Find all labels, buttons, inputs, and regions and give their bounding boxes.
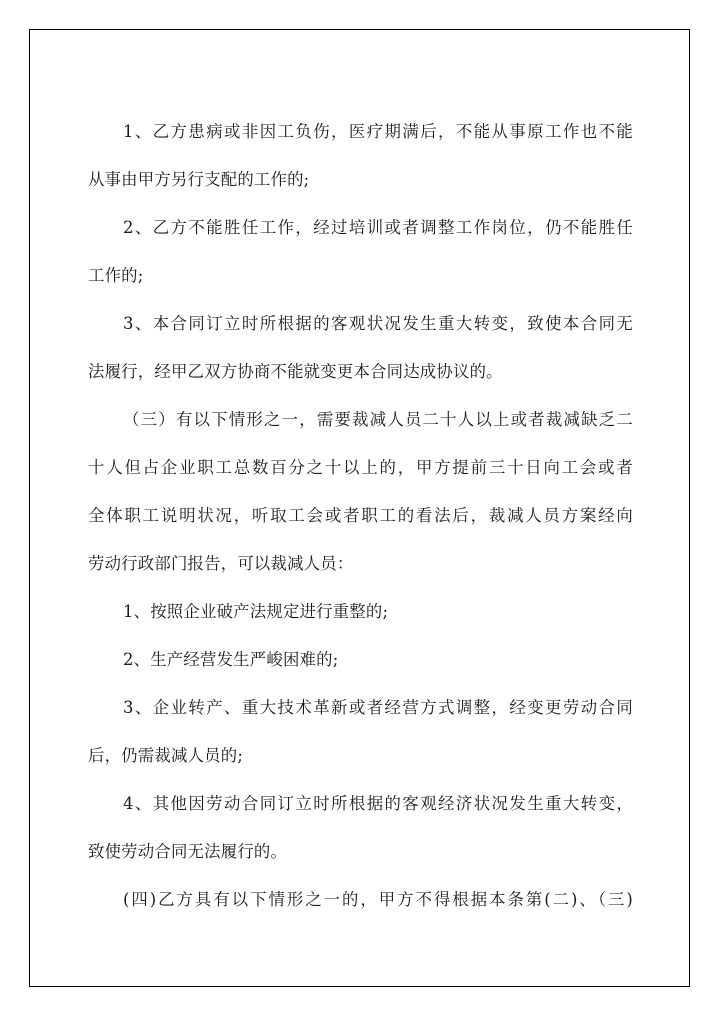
document-page bbox=[29, 29, 690, 987]
paragraph-line: 3、企业转产、重大技术革新或者经营方式调整，经变更劳动合同 bbox=[123, 698, 633, 717]
paragraph-line: 法履行，经甲乙双方协商不能就变更本合同达成协议的。 bbox=[88, 362, 503, 381]
paragraph-line: 2、乙方不能胜任工作，经过培训或者调整工作岗位，仍不能胜任 bbox=[123, 218, 633, 237]
paragraph-line: 4、其他因劳动合同订立时所根据的客观经济状况发生重大转变， bbox=[123, 794, 633, 813]
paragraph-line: 1、按照企业破产法规定进行重整的; bbox=[123, 602, 389, 621]
paragraph-line: (四)乙方具有以下情形之一的，甲方不得根据本条第(二)、（三) bbox=[123, 890, 633, 909]
paragraph-line: 3、本合同订立时所根据的客观状况发生重大转变，致使本合同无 bbox=[123, 314, 633, 333]
paragraph-line: 后，仍需裁减人员的; bbox=[88, 746, 244, 765]
paragraph-line: 从事由甲方另行支配的工作的; bbox=[88, 170, 310, 189]
paragraph-line: 劳动行政部门报告，可以裁减人员： bbox=[88, 554, 354, 573]
paragraph-line: 2、生产经营发生严峻困难的; bbox=[123, 650, 339, 669]
paragraph-line: 致使劳动合同无法履行的。 bbox=[88, 842, 288, 861]
paragraph-line: 工作的; bbox=[88, 266, 144, 285]
paragraph-line: 1、乙方患病或非因工负伤，医疗期满后，不能从事原工作也不能 bbox=[123, 122, 633, 141]
paragraph-line: 十人但占企业职工总数百分之十以上的，甲方提前三十日向工会或者 bbox=[88, 458, 633, 477]
paragraph-line: （三）有以下情形之一，需要裁减人员二十人以上或者裁减缺乏二 bbox=[123, 410, 633, 429]
paragraph-line: 全体职工说明状况，听取工会或者职工的看法后，裁减人员方案经向 bbox=[88, 506, 633, 525]
